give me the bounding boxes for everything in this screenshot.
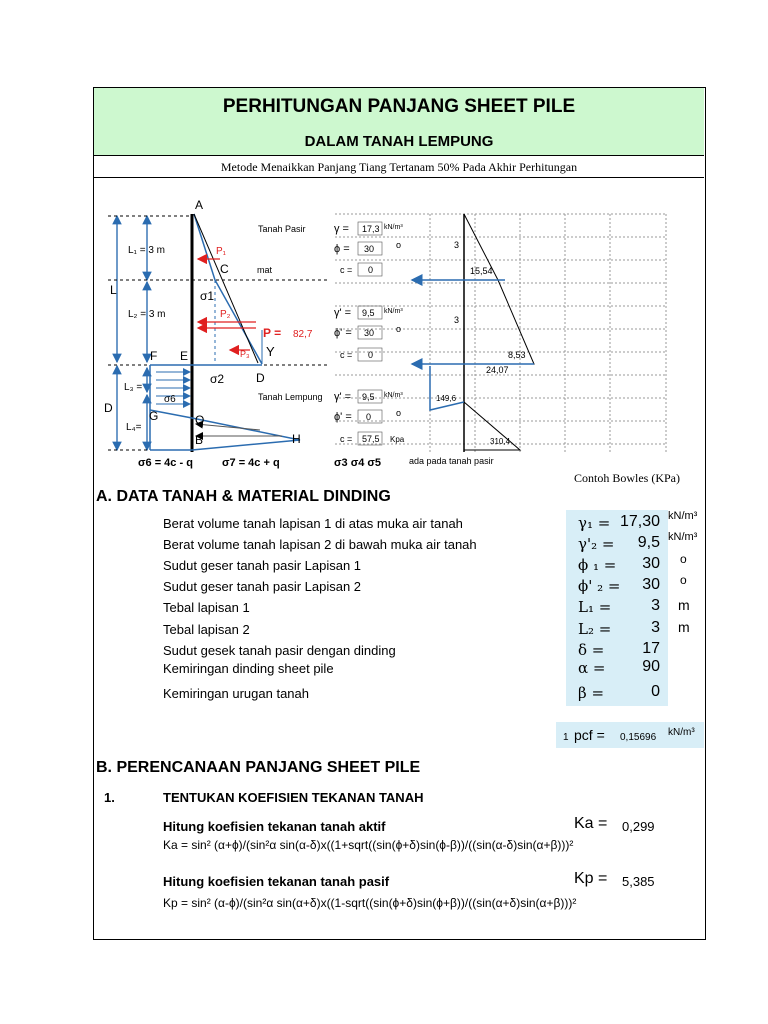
section-a-heading: A. DATA TANAH & MATERIAL DINDING [96, 488, 391, 505]
label-G: G [149, 409, 159, 423]
page-subtitle: DALAM TANAH LEMPUNG [304, 133, 494, 150]
pasir2-gamma: 9,5 [362, 308, 375, 318]
pressure-value1: 15,54 [470, 266, 493, 276]
row-symbol: δ = [578, 641, 605, 659]
label-sigma2: σ2 [210, 372, 225, 386]
pcf-unit: kN/m³ [668, 727, 695, 738]
label-sigma1: σ1 [200, 289, 215, 303]
lempung-gamma-unit: kN/m³ [384, 392, 403, 399]
pasir-gamma: 17,3 [362, 224, 380, 234]
row-symbol: L₁ = [578, 598, 612, 616]
label-mat: mat [257, 265, 273, 275]
label-P1: P₁ [216, 246, 227, 257]
ka-title: Hitung koefisien tekanan tanah aktif [163, 819, 386, 834]
row-value: 30 [642, 555, 660, 572]
label-P-eq: P = [263, 326, 282, 340]
row-unit: o [680, 552, 687, 566]
lempung-gamma-sym: γ' = [334, 391, 352, 403]
step-number: 1. [104, 790, 115, 805]
sheet-pile-diagram [94, 178, 704, 478]
pasir2-gamma-unit: kN/m³ [384, 308, 403, 315]
row-label: Berat volume tanah lapisan 2 di bawah muka air tanah [163, 537, 477, 552]
pressure-length2: 3 [454, 315, 460, 325]
row-value: 3 [651, 619, 660, 636]
row-symbol: γ₁ = [578, 514, 611, 532]
pasir-deg: o [396, 240, 402, 250]
row-value: 0 [651, 683, 660, 700]
row-unit: m [678, 597, 690, 613]
row-value: 90 [642, 658, 660, 675]
pcf-one: 1 [563, 732, 569, 743]
row-label: Kemiringan urugan tanah [163, 686, 309, 701]
kp-symbol: Kp = [574, 870, 608, 887]
ka-symbol: Ka = [574, 815, 608, 832]
pasir-gamma-unit: kN/m³ [384, 224, 403, 231]
pasir2-phi: 30 [364, 328, 375, 338]
label-H: H [292, 432, 301, 446]
pasir2-c-sym: c = [340, 350, 353, 360]
label-E: E [180, 349, 189, 363]
label-P-value: 82,7 [293, 329, 313, 340]
row-label: Sudut geser tanah pasir Lapisan 2 [163, 579, 362, 594]
pasir-gamma-sym: γ = [334, 223, 349, 235]
label-A: A [195, 198, 204, 212]
pressure-value4: 149,6 [436, 394, 457, 403]
example-note: Contoh Bowles (KPa) [574, 471, 680, 485]
row-label: Berat volume tanah lapisan 1 di atas muka air tanah [163, 516, 463, 531]
row-symbol: L₂ = [578, 620, 612, 638]
label-Y: Y [266, 344, 275, 359]
label-D-left: D [104, 401, 113, 415]
label-sigma6: σ6 [164, 394, 176, 405]
row-symbol: γ'₂ = [578, 535, 615, 553]
row-unit: m [678, 619, 690, 635]
pcf-label: pcf = [574, 727, 605, 743]
pressure-value3: 24,07 [486, 365, 509, 375]
label-pasir-note: ada pada tanah pasir [409, 456, 494, 466]
row-label: Sudut geser tanah pasir Lapisan 1 [163, 558, 362, 573]
lempung-phi-sym: ϕ' = [334, 411, 352, 423]
pressure-lower [430, 366, 464, 410]
row-symbol: α = [578, 659, 606, 677]
label-L1: L₁ = 3 m [128, 245, 166, 256]
row-symbol: β = [578, 684, 605, 702]
row-label: Tebal lapisan 2 [163, 622, 250, 637]
row-unit: kN/m³ [668, 510, 698, 522]
lempung-gamma: 9,5 [362, 392, 375, 402]
tanah-pasir-name: Tanah Pasir [258, 224, 306, 234]
ka-value: 0,299 [622, 819, 655, 834]
row-value: 9,5 [637, 534, 660, 551]
pressure-length1: 3 [454, 240, 460, 250]
label-O: O [195, 413, 205, 427]
row-label: Tebal lapisan 1 [163, 600, 250, 615]
tanah-lempung-name: Tanah Lempung [258, 392, 323, 402]
lempung-c-unit: Kpa [390, 435, 405, 444]
row-symbol: ϕ' ₂ = [578, 577, 621, 595]
method-note: Metode Menaikkan Panjang Tiang Tertanam 50% Pada Akhir Perhitungan [94, 155, 704, 178]
row-value: 17,30 [619, 513, 660, 530]
pasir-c: 0 [368, 265, 374, 275]
pasir-phi: 30 [364, 244, 375, 254]
label-L3: L₃ = [124, 382, 143, 393]
lempung-phi: 0 [366, 412, 372, 422]
label-sigma7-formula: σ7 = 4c + q [222, 457, 280, 469]
row-value: 3 [651, 597, 660, 614]
row-label: Sudut gesek tanah pasir dengan dinding [163, 643, 396, 658]
section-b-heading: B. PERENCANAAN PANJANG SHEET PILE [96, 759, 421, 776]
pressure-value5: 310,4 [490, 437, 511, 446]
pasir2-gamma-sym: γ' = [334, 307, 352, 319]
pasir2-phi-sym: ϕ' = [334, 327, 352, 339]
label-C: C [220, 262, 229, 276]
row-symbol: ϕ ₁ = [578, 556, 617, 574]
lempung-deg: o [396, 408, 402, 418]
label-sigma6-formula: σ6 = 4c - q [138, 457, 193, 469]
row-unit: o [680, 573, 687, 587]
pcf-value: 0,15696 [620, 732, 657, 743]
pasir2-c: 0 [368, 350, 374, 360]
pasir2-deg: o [396, 324, 402, 334]
pasir-c-sym: c = [340, 265, 353, 275]
ka-formula: Ka = sin² (α+ϕ)/(sin²α sin(α-δ)x((1+sqrt((sin(ϕ+δ)sin(ϕ-β))/((sin(α-δ)sin(α+β)))² [163, 838, 574, 852]
kp-value: 5,385 [622, 874, 655, 889]
kp-formula: Kp = sin² (α-ϕ)/(sin²α sin(α+δ)x((1-sqrt((sin(ϕ+δ)sin(ϕ+β))/((sin(α+δ)sin(α+β)))² [163, 896, 577, 910]
lempung-c: 57,5 [362, 434, 380, 444]
label-P3: P₃ [240, 349, 250, 359]
label-P2: P₂ [220, 309, 231, 320]
row-label: Kemiringan dinding sheet pile [163, 661, 334, 676]
label-B: B [195, 433, 204, 447]
step-title: TENTUKAN KOEFISIEN TEKANAN TANAH [163, 790, 424, 805]
label-L4: L₄= [126, 422, 142, 433]
label-D: D [256, 371, 265, 385]
label-sigma345: σ3 σ4 σ5 [334, 457, 382, 469]
label-L2: L₂ = 3 m [128, 309, 166, 320]
kp-title: Hitung koefisien tekanan tanah pasif [163, 874, 390, 889]
grid-lines [335, 214, 666, 452]
row-value: 30 [642, 576, 660, 593]
lempung-c-sym: c = [340, 434, 353, 444]
page-title: PERHITUNGAN PANJANG SHEET PILE [222, 96, 576, 117]
pasir-phi-sym: ϕ = [334, 243, 350, 255]
label-F: F [150, 349, 158, 363]
row-unit: kN/m³ [668, 531, 698, 543]
row-value: 17 [642, 640, 660, 657]
pressure-value2: 8,53 [508, 350, 526, 360]
label-L: L [110, 283, 117, 297]
